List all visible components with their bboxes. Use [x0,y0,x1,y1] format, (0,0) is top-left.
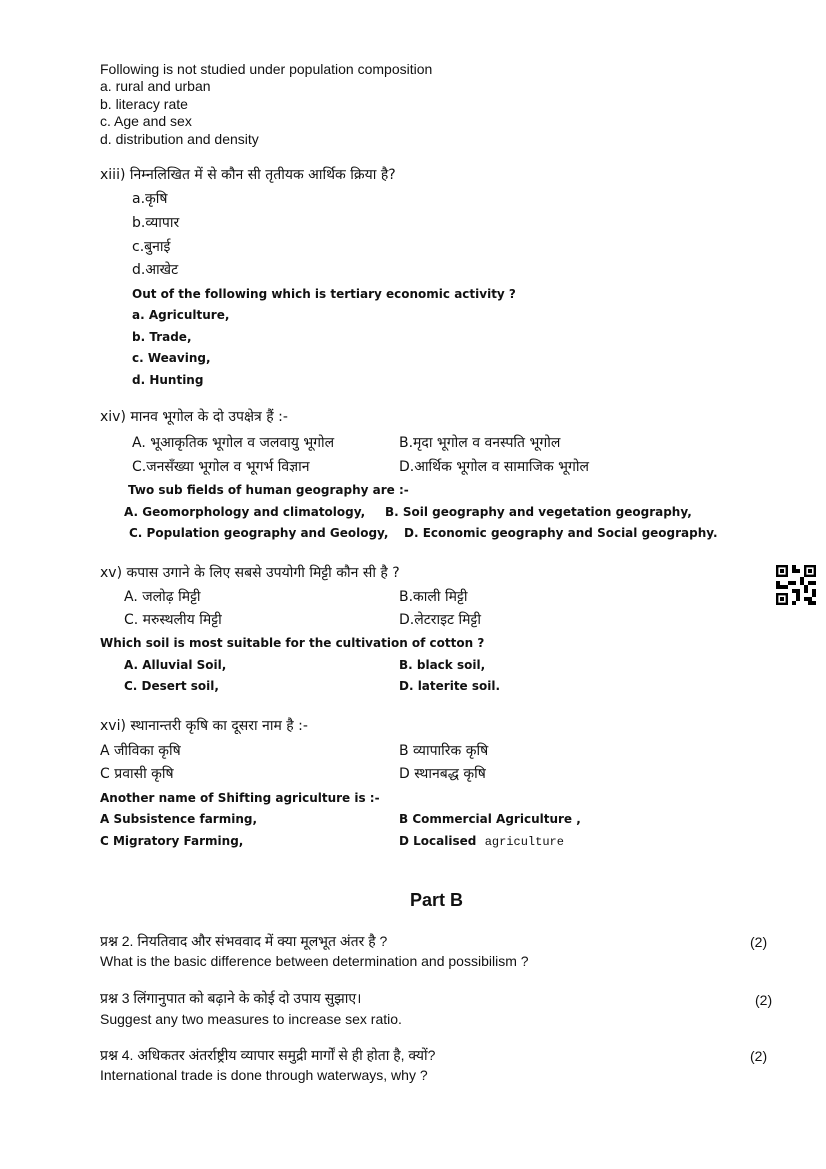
marks: (2) [750,1048,768,1064]
option: A जीविका कृषि [100,743,181,759]
option: d. distribution and density [100,131,259,147]
option: c. Weaving, [132,351,211,365]
question-text-english: What is the basic difference between determination and possibilism ? [100,953,529,969]
question-text-english: Out of the following which is tertiary economic activity ? [132,287,516,301]
option: B Commercial Agriculture , [399,812,581,826]
option: C.जनसँख्या भूगोल व भूगर्भ विज्ञान [132,459,310,475]
option: B. black soil, [399,658,486,672]
option: A. जलोढ़ मिट्टी [124,589,201,605]
option: B. Soil geography and vegetation geography, [385,505,692,519]
option: A. भूआकृतिक भूगोल व जलवायु भूगोल [132,435,335,451]
option: B.काली मिट्टी [399,589,468,605]
question-text-hindi: प्रश्न 2. नियतिवाद और संभववाद में क्या मूलभूत अंतर है ? [100,933,388,949]
option: C प्रवासी कृषि [100,766,174,782]
question-text-english: Two sub fields of human geography are :- [128,483,409,497]
option: b. Trade, [132,330,192,344]
question-text-hindi: प्रश्न 3 लिंगानुपात को बढ़ाने के कोई दो उपाय सुझाए। [100,990,362,1006]
option: B व्यापारिक कृषि [399,743,489,759]
option: D. Economic geography and Social geography. [404,526,718,540]
question-text-hindi: xv) कपास उगाने के लिए सबसे उपयोगी मिट्टी कौन सी है ? [100,565,400,581]
question-text: Following is not studied under population composition [100,61,433,77]
option: A. Alluvial Soil, [124,658,227,672]
question-text-hindi: xiii) निम्नलिखित में से कौन सी तृतीयक आर्थिक क्रिया है? [100,167,396,183]
section-title: Part B [410,890,464,910]
option: a. rural and urban [100,78,211,94]
question-text-hindi: xiv) मानव भूगोल के दो उपक्षेत्र हैं :- [100,409,288,425]
option: A. Geomorphology and climatology, [124,505,366,519]
option: d.आखेट [132,262,179,278]
option: C. Population geography and Geology, [129,526,389,540]
question-text-hindi: xvi) स्थानान्तरी कृषि का दूसरा नाम है :- [100,718,308,734]
marks: (2) [755,992,773,1008]
marks: (2) [750,934,768,950]
option: D.लेटराइट मिट्टी [399,612,481,628]
option-label: D Localised [399,834,477,848]
option: a. Agriculture, [132,308,230,322]
option: a.कृषि [132,191,168,207]
option-suffix: agriculture [484,835,564,849]
option: C. मरुस्थलीय मिट्टी [124,612,222,628]
option [399,835,564,848]
option: D. laterite soil. [399,679,501,693]
question-text-english: Another name of Shifting agriculture is :- [100,791,380,805]
question-text-english: International trade is done through waterways, why ? [100,1067,428,1083]
qr-code-icon [776,565,816,605]
question-text-english: Which soil is most suitable for the cultivation of cotton ? [100,636,485,650]
option: C Migratory Farming, [100,834,244,848]
option: D स्थानबद्ध कृषि [399,766,486,782]
option: A Subsistence farming, [100,812,258,826]
option: D.आर्थिक भूगोल व सामाजिक भूगोल [399,459,589,475]
option: c.बुनाई [132,239,171,255]
option: B.मृदा भूगोल व वनस्पति भूगोल [399,435,561,451]
option: C. Desert soil, [124,679,219,693]
question-text-hindi: प्रश्न 4. अधिकतर अंतर्राष्ट्रीय व्यापार समुद्री मार्गों से ही होता है, क्यों? [100,1047,436,1063]
option: b.व्यापार [132,215,180,231]
option: b. literacy rate [100,96,188,112]
option: c. Age and sex [100,113,192,129]
question-text-english: Suggest any two measures to increase sex ratio. [100,1011,402,1027]
option: d. Hunting [132,373,204,387]
